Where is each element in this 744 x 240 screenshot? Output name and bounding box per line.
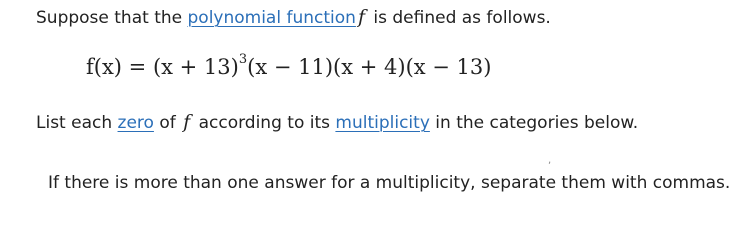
list-instruction	[36, 111, 638, 134]
function-symbol: f	[357, 6, 365, 28]
zero-link[interactable]: zero	[117, 113, 154, 133]
multiplicity-link[interactable]: multiplicity	[335, 113, 430, 133]
multiplicity-instruction: If there is more than one answer for a multiplicity, separate them with commas.	[48, 173, 731, 193]
formula-tail: (x − 11)(x + 4)(x − 13)	[247, 55, 492, 79]
stray-mark: ,	[548, 155, 552, 166]
list-suffix: in the categories below.	[429, 113, 639, 133]
function-symbol-2: f	[183, 111, 191, 133]
intro-suffix: is defined as follows.	[367, 8, 551, 28]
list-of: of	[153, 113, 182, 133]
list-prefix: List each	[36, 113, 118, 133]
formula-main: f(x) = (x + 13)	[86, 55, 239, 79]
polynomial-function-link[interactable]: polynomial function	[187, 8, 356, 28]
intro-prefix: Suppose that the	[36, 8, 188, 28]
polynomial-formula	[86, 52, 492, 79]
list-according: according to its	[193, 113, 336, 133]
intro-text	[36, 6, 551, 29]
formula-exponent: 3	[238, 52, 248, 67]
